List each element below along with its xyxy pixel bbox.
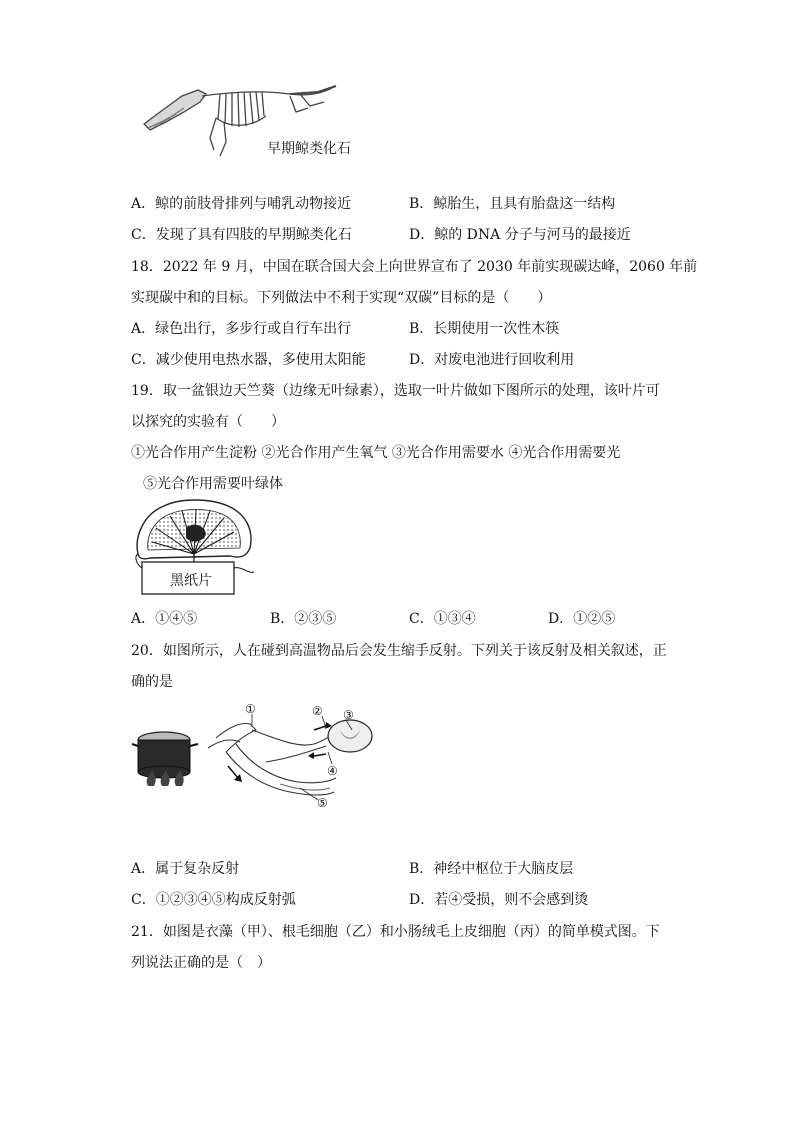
q20-option-a: A．属于复杂反射 [131, 861, 240, 877]
q19-option-c: C．①③④ [409, 611, 476, 627]
q17-option-b: B．鲸胎生，且具有胎盘这一结构 [409, 196, 616, 212]
q18-stem-line1: 18．2022 年 9 月，中国在联合国大会上向世界宣布了 2030 年前实现碳达峰，2060 年前 [131, 259, 698, 275]
q19-items-line2: ⑤光合作用需要叶绿体 [143, 476, 283, 492]
q18-option-b: B．长期使用一次性木筷 [409, 321, 560, 337]
hot-pot-icon [132, 732, 198, 786]
reflex-mark-5: ⑤ [317, 796, 328, 810]
q17-option-d: D．鲸的 DNA 分子与河马的最接近 [409, 227, 631, 243]
q17-option-a: A．鲸的前肢骨排列与哺乳动物接近 [131, 196, 352, 212]
reflex-mark-3: ③ [343, 708, 354, 722]
q20-option-b: B．神经中枢位于大脑皮层 [409, 861, 574, 877]
reflex-mark-1: ① [245, 702, 256, 716]
q18-option-a: A．绿色出行，多步行或自行车出行 [131, 321, 352, 337]
q21-stem-line2: 列说法正确的是（ ） [131, 955, 271, 971]
q20-option-c: C．①②③④⑤构成反射弧 [131, 892, 296, 908]
q20-stem-line1: 20．如图所示，人在碰到高温物品后会发生缩手反射。下列关于该反射及相关叙述，正 [131, 643, 667, 659]
q19-option-d: D．①②⑤ [548, 611, 616, 627]
q20-stem-line2: 确的是 [131, 674, 173, 690]
q17-option-c: C．发现了具有四肢的早期鲸类化石 [131, 227, 352, 243]
q21-stem-line1: 21．如图是衣藻（甲）、根毛细胞（乙）和小肠绒毛上皮细胞（丙）的简单模式图。下 [131, 924, 660, 940]
q19-option-a: A．①④⑤ [131, 611, 198, 627]
whale-fossil-caption: 早期鲸类化石 [267, 141, 351, 157]
q20-option-d: D．若④受损，则不会感到烫 [409, 892, 589, 908]
q19-stem-line2: 以探究的实验有（ ） [131, 414, 285, 430]
q18-option-d: D．对废电池进行回收利用 [409, 352, 575, 368]
q18-option-c: C．减少使用电热水器，多使用太阳能 [131, 352, 366, 368]
reflex-mark-4: ④ [327, 764, 338, 778]
black-paper-label: 黑纸片 [170, 573, 212, 589]
q18-stem-line2: 实现碳中和的目标。下列做法中不利于实现“双碳”目标的是（ ） [131, 290, 552, 306]
q19-items-line1: ①光合作用产生淀粉 ②光合作用产生氧气 ③光合作用需要水 ④光合作用需要光 [131, 445, 621, 461]
reflex-mark-2: ② [312, 704, 323, 718]
q19-stem-line1: 19．取一盆银边天竺葵（边缘无叶绿素），选取一叶片做如下图所示的处理，该叶片可 [131, 383, 660, 399]
q19-option-b: B．②③⑤ [270, 611, 337, 627]
reflex-arc-figure [130, 700, 380, 825]
